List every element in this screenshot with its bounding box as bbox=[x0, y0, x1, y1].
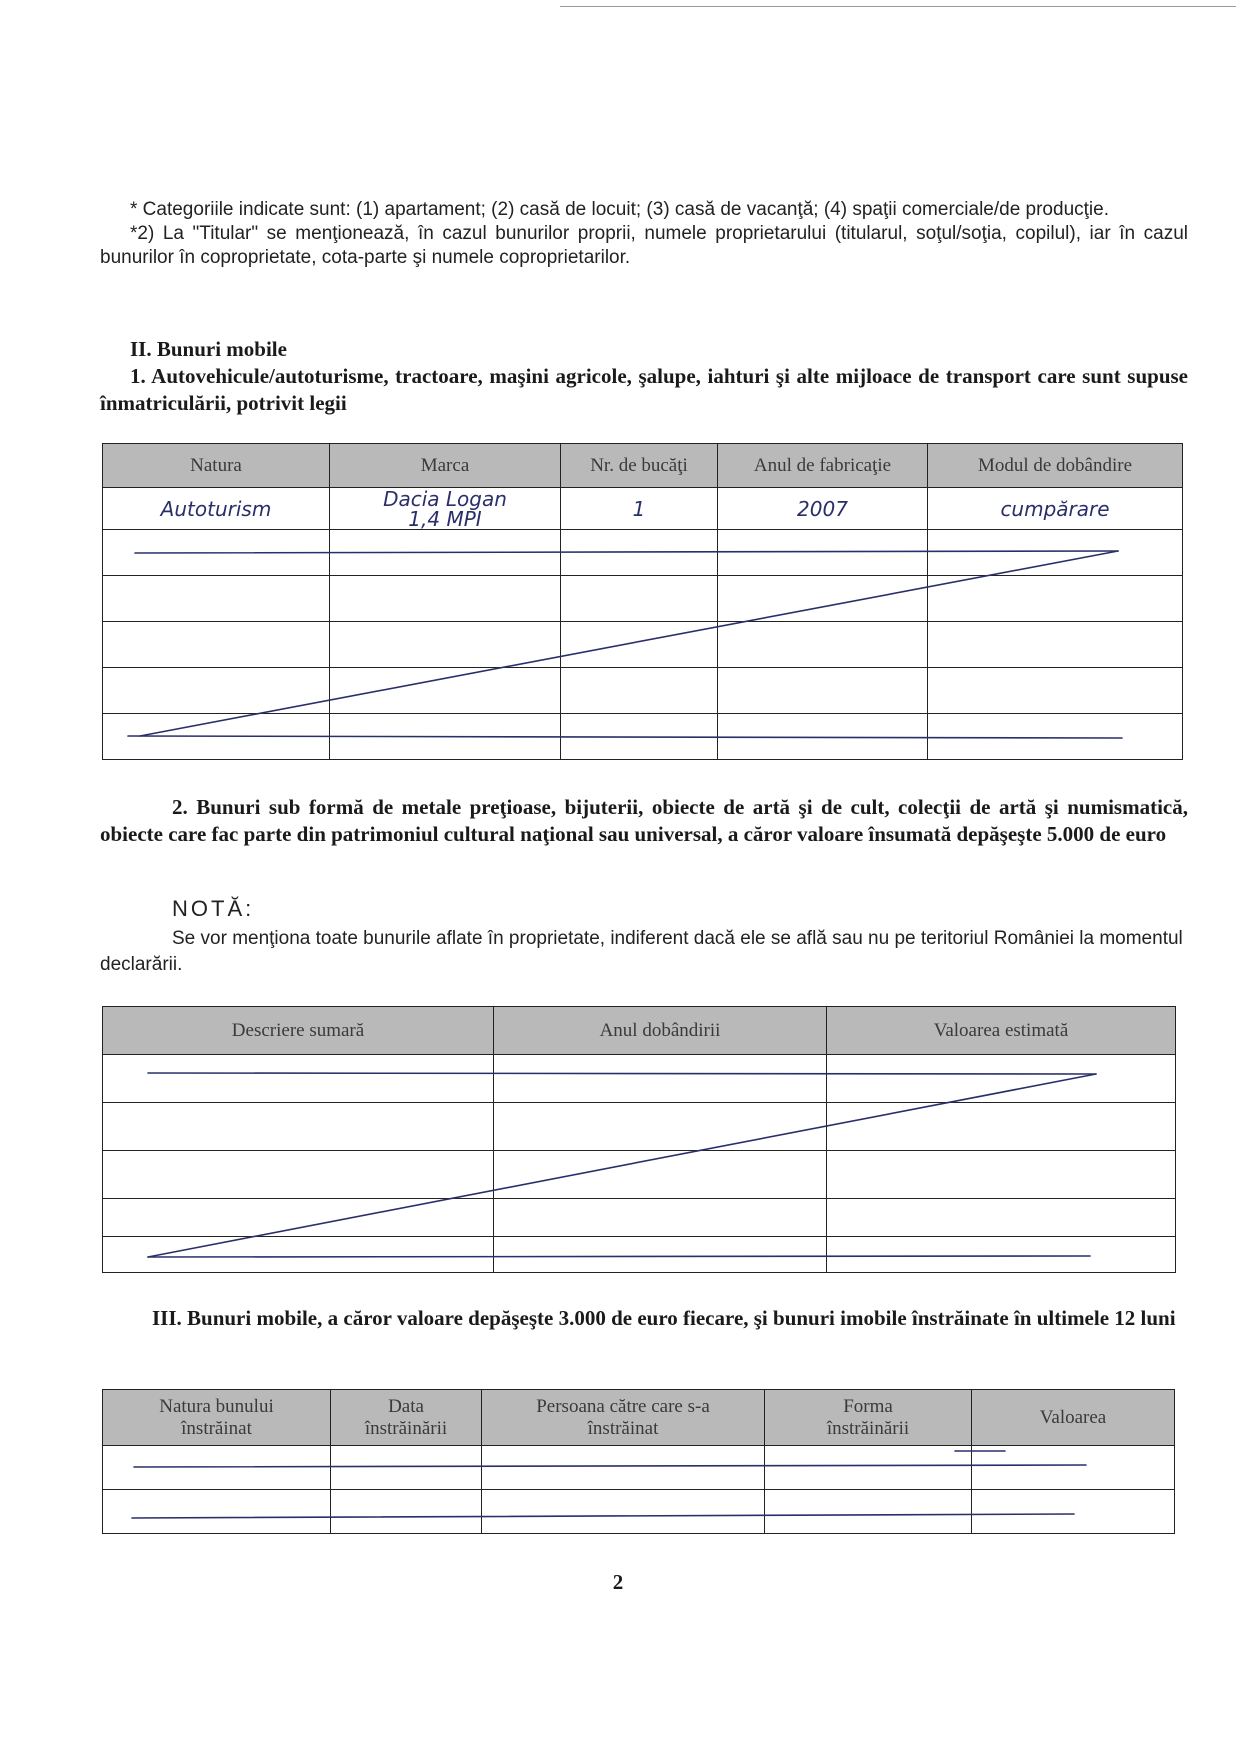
cell-bucati: 1 bbox=[561, 488, 718, 530]
cell-mod: cumpărare bbox=[928, 488, 1183, 530]
col-data-line1: Data bbox=[388, 1395, 424, 1417]
cell-marca-line2: 1,4 MPI bbox=[408, 506, 482, 531]
nota-body: Se vor menţiona toate bunurile aflate în proprietate, indiferent dacă ele se află sau nu pe teritoriul României la momentul declarării. bbox=[100, 928, 1183, 975]
valuables-table bbox=[102, 1006, 1176, 1273]
table-row bbox=[103, 1237, 1176, 1273]
footnote-titular: *2) La "Titular" se menţionează, în cazul bunurilor proprii, numele proprietarului (titularul, soţul/soţia, copilul), iar în cazul bunurilor în coproprietate, cota-parte şi numele coproprietarilor. bbox=[100, 223, 1188, 268]
table-row bbox=[103, 1446, 1175, 1490]
nota-text bbox=[100, 926, 1188, 978]
table-row bbox=[103, 714, 1183, 760]
table-header-row bbox=[103, 444, 1183, 488]
col-persoana-line2: înstrăinat bbox=[587, 1417, 659, 1439]
section-3-heading bbox=[100, 1305, 1188, 1332]
col-valoare-estimata: Valoarea estimată bbox=[827, 1007, 1176, 1055]
col-natura-bun-line1: Natura bunului bbox=[159, 1395, 274, 1417]
col-forma bbox=[765, 1390, 972, 1446]
col-an-fabricatie: Anul de fabricaţie bbox=[718, 444, 928, 488]
page-number: 2 bbox=[612, 1570, 624, 1594]
table-row bbox=[103, 1490, 1175, 1534]
scan-top-line bbox=[560, 6, 1236, 7]
col-valoarea: Valoarea bbox=[972, 1390, 1175, 1446]
table-row bbox=[103, 530, 1183, 576]
cell-an: 2007 bbox=[718, 488, 928, 530]
col-natura: Natura bbox=[103, 444, 330, 488]
col-mod-dobandire: Modul de dobândire bbox=[928, 444, 1183, 488]
nota-title: NOTĂ: bbox=[172, 896, 255, 921]
subsection-2-heading bbox=[100, 794, 1188, 848]
section-3-title: III. Bunuri mobile, a căror valoare depăşeşte 3.000 de euro fiecare, şi bunuri imobile înstrăinate în ultimele 12 luni bbox=[152, 1306, 1176, 1330]
alienated-assets-table bbox=[102, 1389, 1175, 1534]
col-persoana-line1: Persoana către care s-a bbox=[536, 1395, 710, 1417]
footnote-categories: * Categoriile indicate sunt: (1) apartament; (2) casă de locuit; (3) casă de vacanţă; (4) spaţii comerciale/de producţie. bbox=[130, 199, 1109, 220]
cell-natura: Autoturism bbox=[103, 488, 330, 530]
col-data-instrainare bbox=[331, 1390, 482, 1446]
col-an-dobandire: Anul dobândirii bbox=[494, 1007, 827, 1055]
table-row bbox=[103, 1199, 1176, 1237]
cell-marca bbox=[330, 488, 561, 530]
col-descriere: Descriere sumară bbox=[103, 1007, 494, 1055]
col-nr-bucati: Nr. de bucăţi bbox=[561, 444, 718, 488]
footnotes bbox=[100, 198, 1188, 270]
cell-marca-line1: Dacia Logan bbox=[383, 486, 507, 511]
col-forma-line2: înstrăinării bbox=[826, 1417, 910, 1439]
section-2-title: II. Bunuri mobile bbox=[130, 337, 287, 361]
table-row bbox=[103, 1055, 1176, 1103]
col-persoana bbox=[482, 1390, 765, 1446]
col-natura-bun bbox=[103, 1390, 331, 1446]
table-row bbox=[103, 488, 1183, 530]
table-header-row bbox=[103, 1007, 1176, 1055]
section-2-heading bbox=[100, 336, 1188, 417]
table-row bbox=[103, 1103, 1176, 1151]
col-marca: Marca bbox=[330, 444, 561, 488]
table-row bbox=[103, 622, 1183, 668]
subsection-1-title: 1. Autovehicule/autoturisme, tractoare, maşini agricole, şalupe, iahturi şi alte mijloace de transport care sunt supuse înmatriculării, potrivit legii bbox=[100, 364, 1188, 415]
vehicles-table bbox=[102, 443, 1183, 760]
table-row bbox=[103, 1151, 1176, 1199]
table-header-row bbox=[103, 1390, 1175, 1446]
subsection-2-title: 2. Bunuri sub formă de metale preţioase, bijuterii, obiecte de artă şi de cult, colecţii de artă şi numismatică, obiecte care fac parte din patrimoniul cultural naţional sau universal, a căror valoare însumată depăşeşte 5.000 de euro bbox=[100, 795, 1188, 846]
col-forma-line1: Forma bbox=[843, 1395, 893, 1417]
col-natura-bun-line2: înstrăinat bbox=[181, 1417, 252, 1439]
table-row bbox=[103, 668, 1183, 714]
col-data-line2: înstrăinării bbox=[364, 1417, 448, 1439]
table-row bbox=[103, 576, 1183, 622]
